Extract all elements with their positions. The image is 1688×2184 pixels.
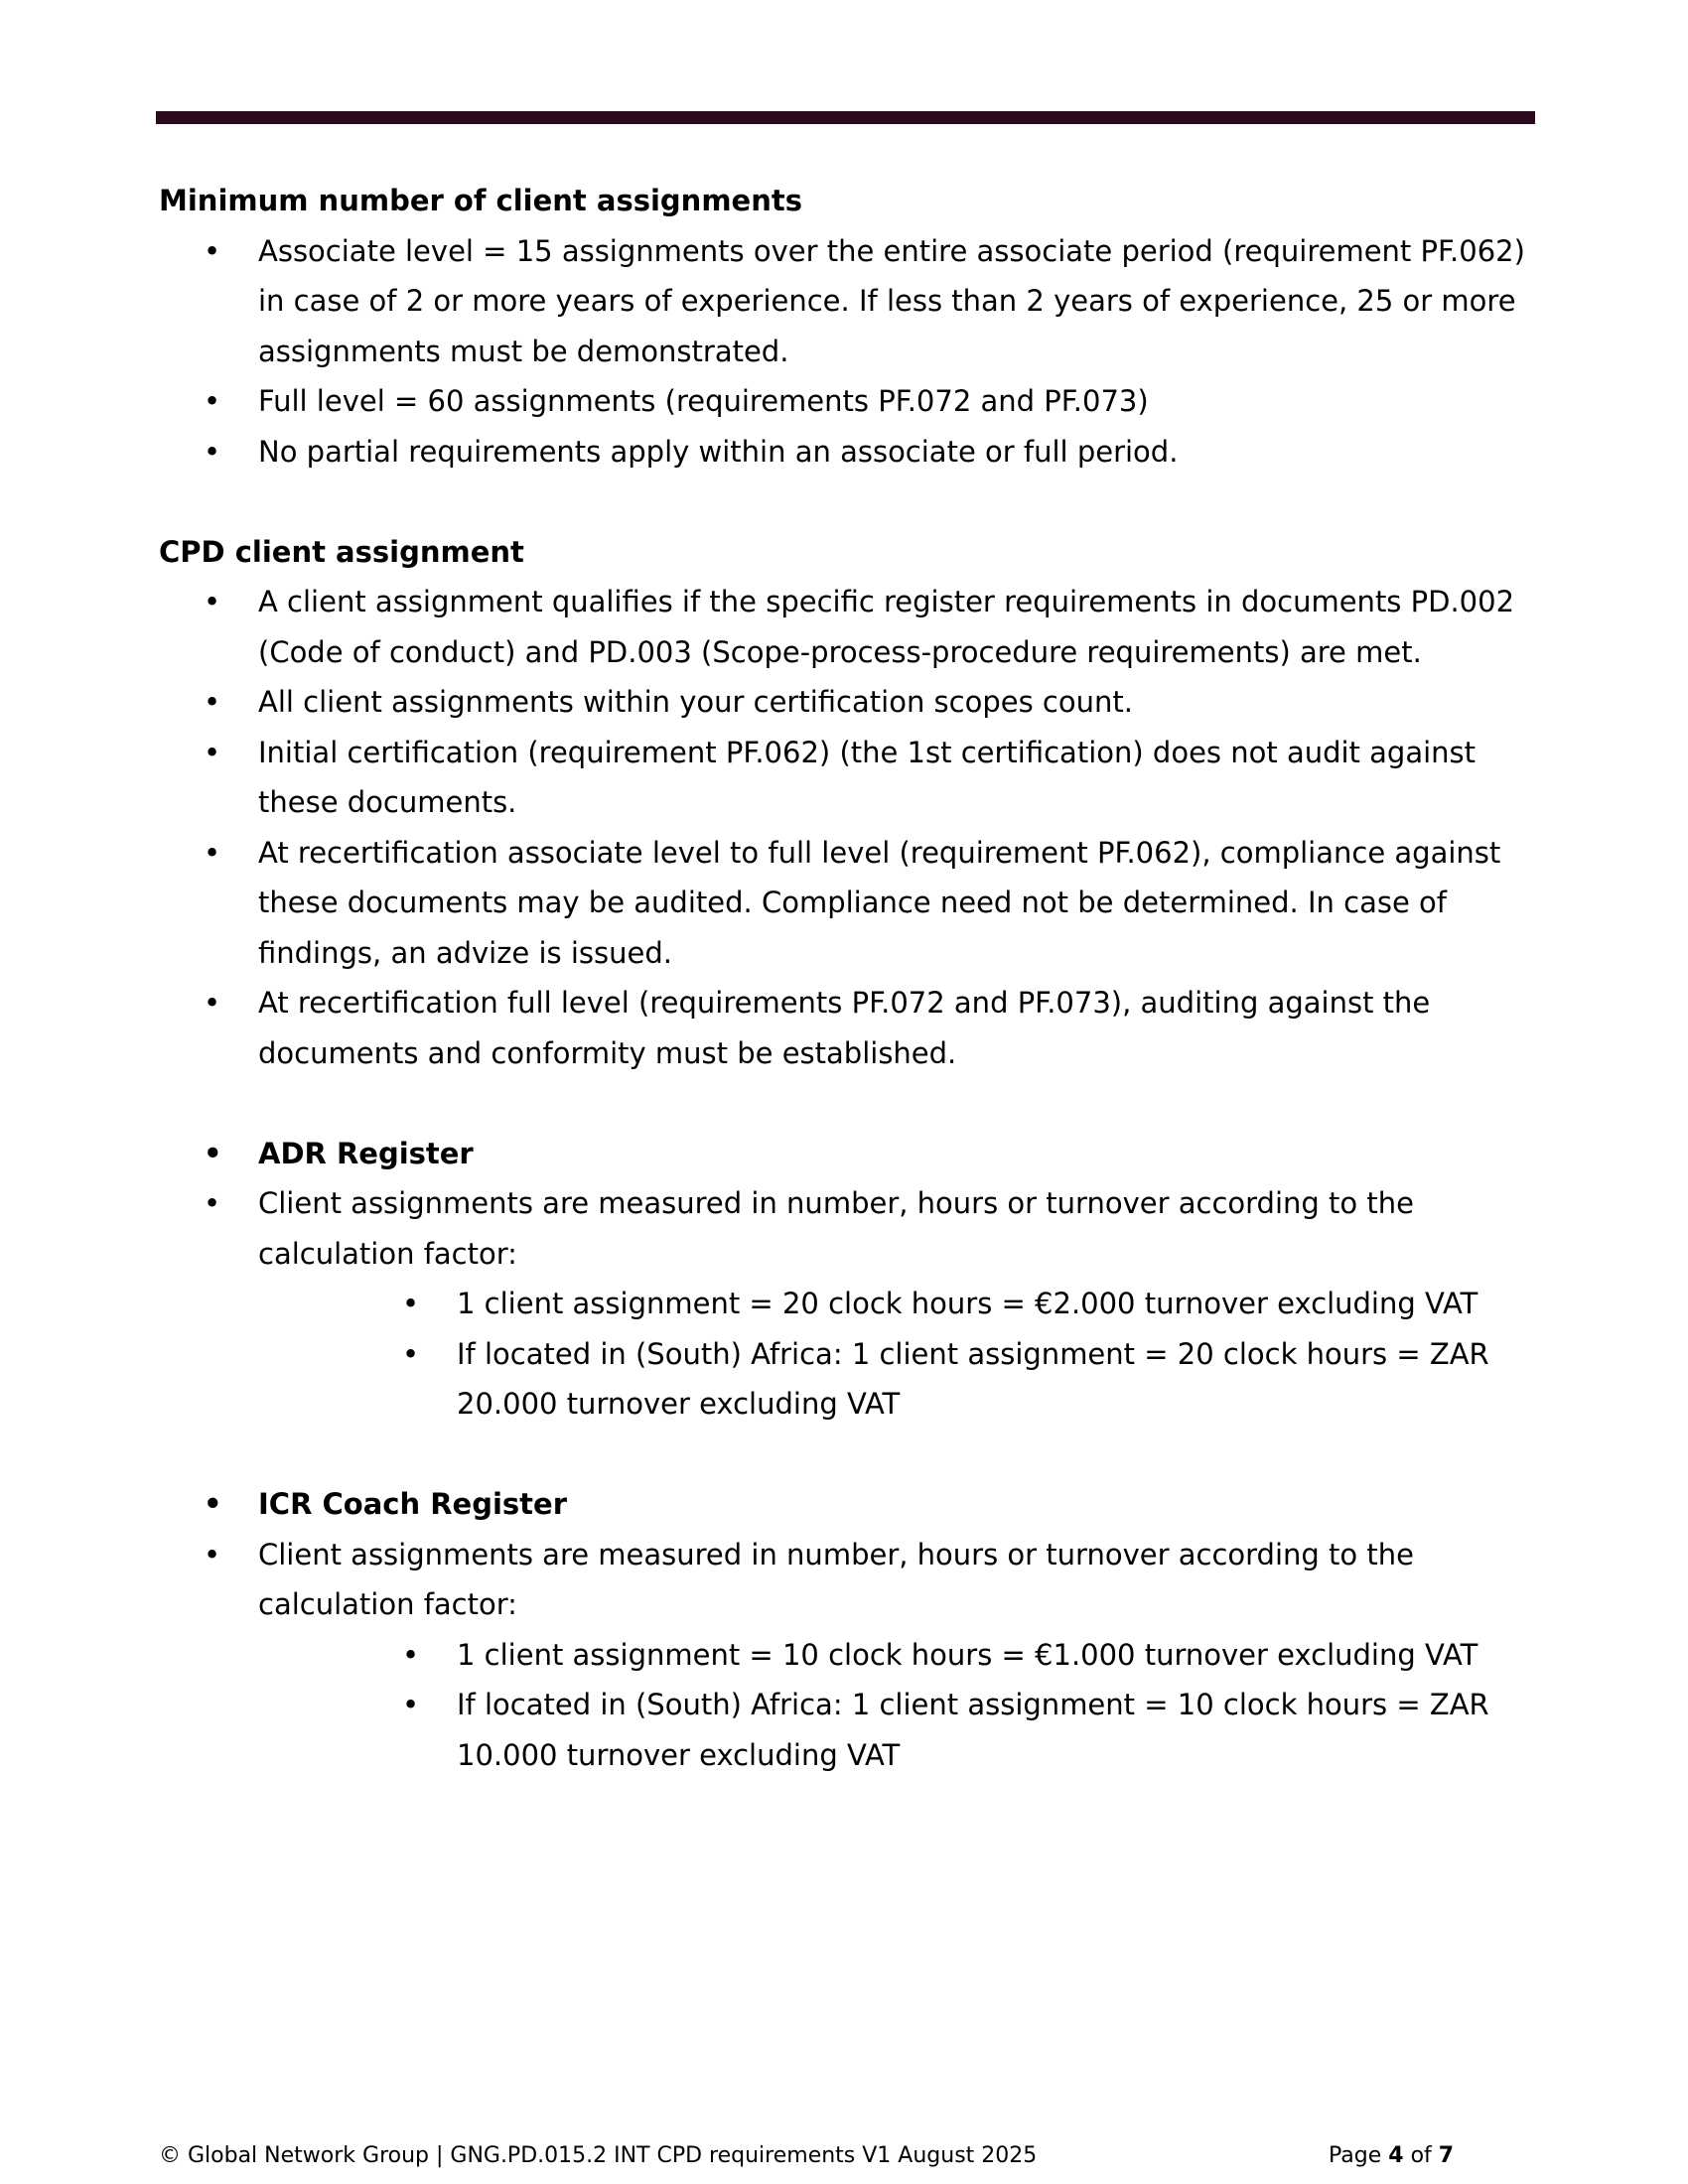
adr-measure-text: Client assignments are measured in number, hours or turnover according to the calculation factor: xyxy=(258,1186,1414,1271)
list-item: • At recertification associate level to full level (requirement PF.062), compliance against these documents may be audited. Compliance need not be determined. In case of findings, an advize is issued. xyxy=(159,828,1539,979)
list-item: • At recertification full level (requirements PF.072 and PF.073), auditing against the documents and conformity must be established. xyxy=(159,978,1539,1078)
list-item: • A client assignment qualifies if the specific register requirements in documents PD.002 (Code of conduct) and PD.003 (Scope-process-procedure requirements) are met. xyxy=(159,577,1539,677)
list-item: • If located in (South) Africa: 1 client assignment = 20 clock hours = ZAR 20.000 turnover excluding VAT xyxy=(258,1329,1539,1430)
list-item: • 1 client assignment = 10 clock hours = €1.000 turnover excluding VAT xyxy=(258,1630,1539,1681)
icr-measure-item xyxy=(159,1530,1539,1781)
adr-calculation-list xyxy=(258,1279,1539,1430)
footer-page-number: Page 4 of 7 xyxy=(1329,2143,1455,2168)
document-body xyxy=(159,176,1539,1780)
adr-measure-item xyxy=(159,1178,1539,1430)
icr-register-list xyxy=(159,1479,1539,1780)
section-heading-cpd-client-assignment: CPD client assignment xyxy=(159,534,524,569)
list-item: • No partial requirements apply within an associate or full period. xyxy=(159,427,1539,478)
adr-register-list xyxy=(159,1129,1539,1430)
adr-register-title: • ADR Register xyxy=(159,1129,1539,1179)
icr-calculation-list xyxy=(258,1630,1539,1781)
list-item: • Initial certification (requirement PF.062) (the 1st certification) does not audit against these documents. xyxy=(159,728,1539,828)
header-rule xyxy=(156,111,1535,124)
list-item: • If located in (South) Africa: 1 client assignment = 10 clock hours = ZAR 10.000 turnover excluding VAT xyxy=(258,1680,1539,1780)
minimum-assignments-list xyxy=(159,226,1539,478)
list-item: • Full level = 60 assignments (requirements PF.072 and PF.073) xyxy=(159,376,1539,427)
list-item: • 1 client assignment = 20 clock hours = €2.000 turnover excluding VAT xyxy=(258,1279,1539,1329)
cpd-assignment-list xyxy=(159,577,1539,1078)
list-item: • All client assignments within your certification scopes count. xyxy=(159,677,1539,728)
footer-copyright: © Global Network Group | GNG.PD.015.2 INT CPD requirements V1 August 2025 xyxy=(159,2143,1038,2168)
icr-register-title: • ICR Coach Register xyxy=(159,1479,1539,1530)
list-item: • Associate level = 15 assignments over the entire associate period (requirement PF.062) in case of 2 or more years of experience. If less than 2 years of experience, 25 or more assignments must be demonstrated. xyxy=(159,226,1539,377)
icr-measure-text: Client assignments are measured in number, hours or turnover according to the calculation factor: xyxy=(258,1537,1414,1621)
section-heading-minimum-assignments: Minimum number of client assignments xyxy=(159,184,802,217)
